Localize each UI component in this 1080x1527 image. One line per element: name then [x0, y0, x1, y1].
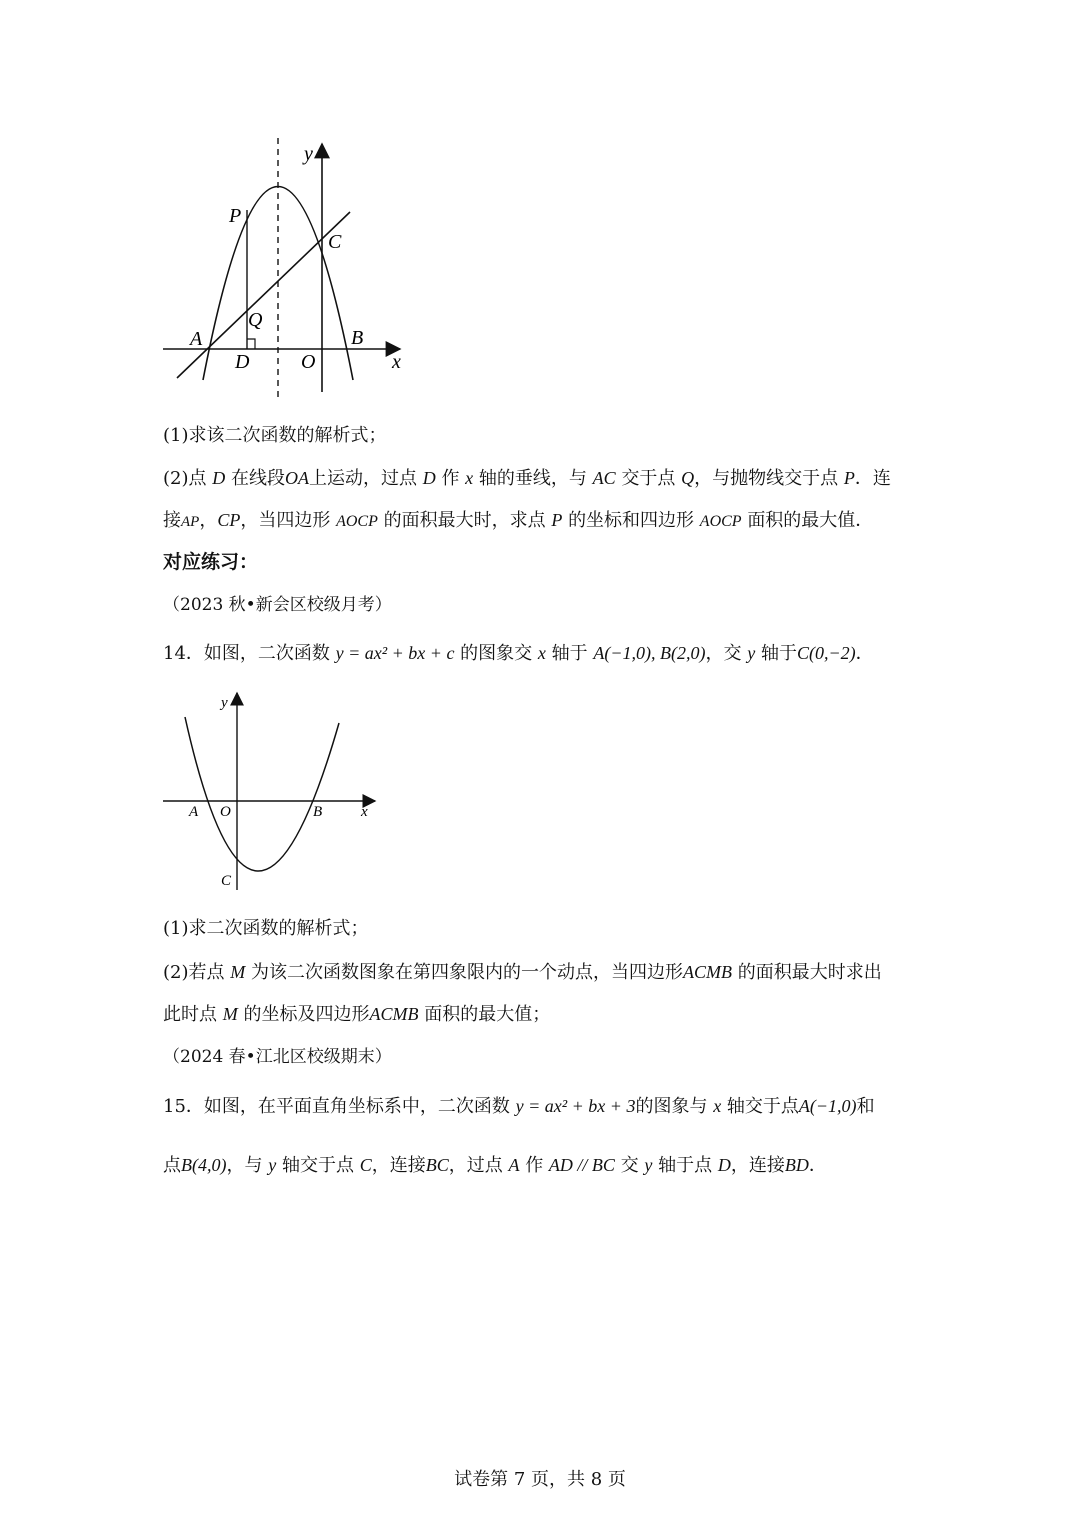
q15-c: C: [359, 1155, 372, 1175]
q13-d2: D: [422, 468, 436, 488]
q14-acmb1: ACMB: [682, 962, 732, 982]
q15-l2-c: 轴交于点: [281, 1155, 354, 1176]
q13-x1: x: [465, 468, 474, 488]
label-q: Q: [248, 309, 263, 331]
q14-t3: ，交: [705, 643, 742, 664]
q13-aocp2: AOCP: [699, 513, 742, 530]
q13-d1: D: [212, 468, 226, 488]
q13-text-a: (2)点: [163, 468, 207, 489]
q15-ad: AD // BC: [548, 1155, 615, 1175]
figure-parabola-acb: [155, 685, 385, 900]
q14-part2-line2: [163, 1002, 550, 1027]
q14-ab: A(−1,0), B(2,0): [593, 643, 706, 663]
q15-y: y: [268, 1155, 277, 1175]
q15-l2-b: ，与: [226, 1155, 263, 1176]
q13-text-b: 在线段: [230, 468, 285, 489]
q14-c: C(0,−2): [796, 643, 856, 663]
q15-y2: y: [644, 1155, 653, 1175]
q14-part1: (1)求二次函数的解析式；: [163, 918, 369, 939]
q14-num: 14．如图，二次函数: [163, 643, 330, 664]
figure-parabola-apcq: [155, 130, 415, 410]
q13-aocp1: AOCP: [336, 513, 378, 530]
label-y-2: y: [221, 695, 228, 711]
label-o: O: [301, 351, 316, 373]
q13-l3-e: 的坐标和四边形: [568, 510, 695, 531]
q14-m1: M: [230, 962, 246, 982]
label-c: C: [328, 231, 342, 253]
q15-l2-j: ．: [808, 1155, 827, 1176]
q14-acmb2: ACMB: [369, 1004, 419, 1024]
q13-p1: P: [843, 468, 855, 488]
q15-bd: BD: [784, 1155, 809, 1175]
q13-part2-line2: [163, 508, 873, 534]
q13-cp: CP: [217, 510, 241, 530]
q15-l2-a: 点: [163, 1155, 181, 1176]
q14-eq: y = ax² + bx + c: [335, 643, 455, 663]
q13-l3-b: ，: [199, 510, 218, 531]
q14-l3-b: 的坐标及四边形: [243, 1004, 370, 1025]
label-a-2: A: [189, 804, 199, 820]
label-o-2: O: [220, 804, 231, 820]
q15-a: A(−1,0): [798, 1096, 857, 1116]
q15-stem-line1: [163, 1094, 875, 1119]
label-x: x: [392, 351, 401, 373]
q15-b: B(4,0): [181, 1155, 227, 1175]
q15-l2-g: 交: [620, 1155, 639, 1176]
q13-part1-text: (1)求该二次函数的解析式；: [163, 425, 387, 446]
page-footer: 试卷第 7 页，共 8 页: [454, 1469, 626, 1490]
q13-l3-c: ，当四边形: [240, 510, 331, 531]
q13-l3-f: 面积的最大值．: [747, 510, 874, 531]
label-p: P: [229, 205, 242, 227]
q14-p2-c: 的面积最大时求出: [737, 962, 882, 983]
q13-text-f: 交于点: [621, 468, 676, 489]
q14-stem: [163, 641, 874, 666]
q14-x: x: [537, 643, 546, 663]
q13-l3-a: 接: [163, 510, 181, 531]
q15-l2-e: ，过点: [448, 1155, 503, 1176]
label-b-2: B: [313, 804, 323, 820]
q13-text-c: 上运动，过点: [308, 468, 417, 489]
source-15: （2024 春•江北区校级期末）: [163, 1047, 392, 1067]
q13-part1: [163, 424, 387, 448]
q14-t2: 轴于: [551, 643, 588, 664]
label-y: y: [304, 143, 313, 165]
q15-d: D: [717, 1155, 731, 1175]
label-c-2: C: [221, 873, 232, 889]
label-b: B: [351, 327, 364, 349]
q14-part2-line1: [163, 960, 882, 985]
q15-t1: 的图象与: [635, 1096, 708, 1117]
q14-p2-b: 为该二次函数图象在第四象限内的一个动点，当四边形: [250, 962, 683, 983]
right-angle-mark: [247, 339, 255, 349]
q15-t3: 和: [856, 1096, 875, 1117]
q14-m2: M: [222, 1004, 238, 1024]
q15-l2-f: 作: [525, 1155, 544, 1176]
q15-l2-i: ，连接: [730, 1155, 785, 1176]
parabola-curve-2: [185, 717, 339, 871]
q13-p2: P: [551, 510, 563, 530]
q15-l2-d: ，连接: [371, 1155, 426, 1176]
q13-text-g: ，与抛物线交于点: [694, 468, 839, 489]
q15-eq: y = ax² + bx + 3: [515, 1096, 636, 1116]
line-ac: [177, 212, 350, 378]
q13-l3-d: 的面积最大时，求点: [383, 510, 546, 531]
q14-y: y: [747, 643, 756, 663]
q15-x: x: [713, 1096, 722, 1116]
q15-stem-line2: [163, 1153, 827, 1178]
q13-ac: AC: [592, 468, 616, 488]
label-x-2: x: [361, 804, 368, 820]
q13-text-e: 轴的垂线，与: [478, 468, 587, 489]
practice-heading: 对应练习：: [163, 551, 259, 573]
q14-l3-a: 此时点: [163, 1004, 217, 1025]
label-d: D: [235, 351, 250, 373]
q14-t4: 轴于: [760, 643, 797, 664]
q13-text-d: 作: [441, 468, 460, 489]
q13-text-h: ．连: [854, 468, 891, 489]
source-14: （2023 秋•新会区校级月考）: [163, 595, 392, 615]
q15-num: 15．如图，在平面直角坐标系中，二次函数: [163, 1096, 510, 1117]
q14-l3-c: 面积的最大值；: [424, 1004, 551, 1025]
q15-a2: A: [508, 1155, 520, 1175]
q14-p2-a: (2)若点: [163, 962, 225, 983]
q13-ap: AP: [181, 514, 200, 530]
q15-t2: 轴交于点: [726, 1096, 799, 1117]
q15-l2-h: 轴于点: [658, 1155, 713, 1176]
q14-t5: ．: [855, 643, 874, 664]
label-a: A: [190, 328, 203, 350]
q13-oa: OA: [284, 468, 309, 488]
q13-q: Q: [681, 468, 695, 488]
q13-part2-line1: [163, 466, 891, 491]
q15-bc: BC: [425, 1155, 449, 1175]
q14-t1: 的图象交: [460, 643, 533, 664]
